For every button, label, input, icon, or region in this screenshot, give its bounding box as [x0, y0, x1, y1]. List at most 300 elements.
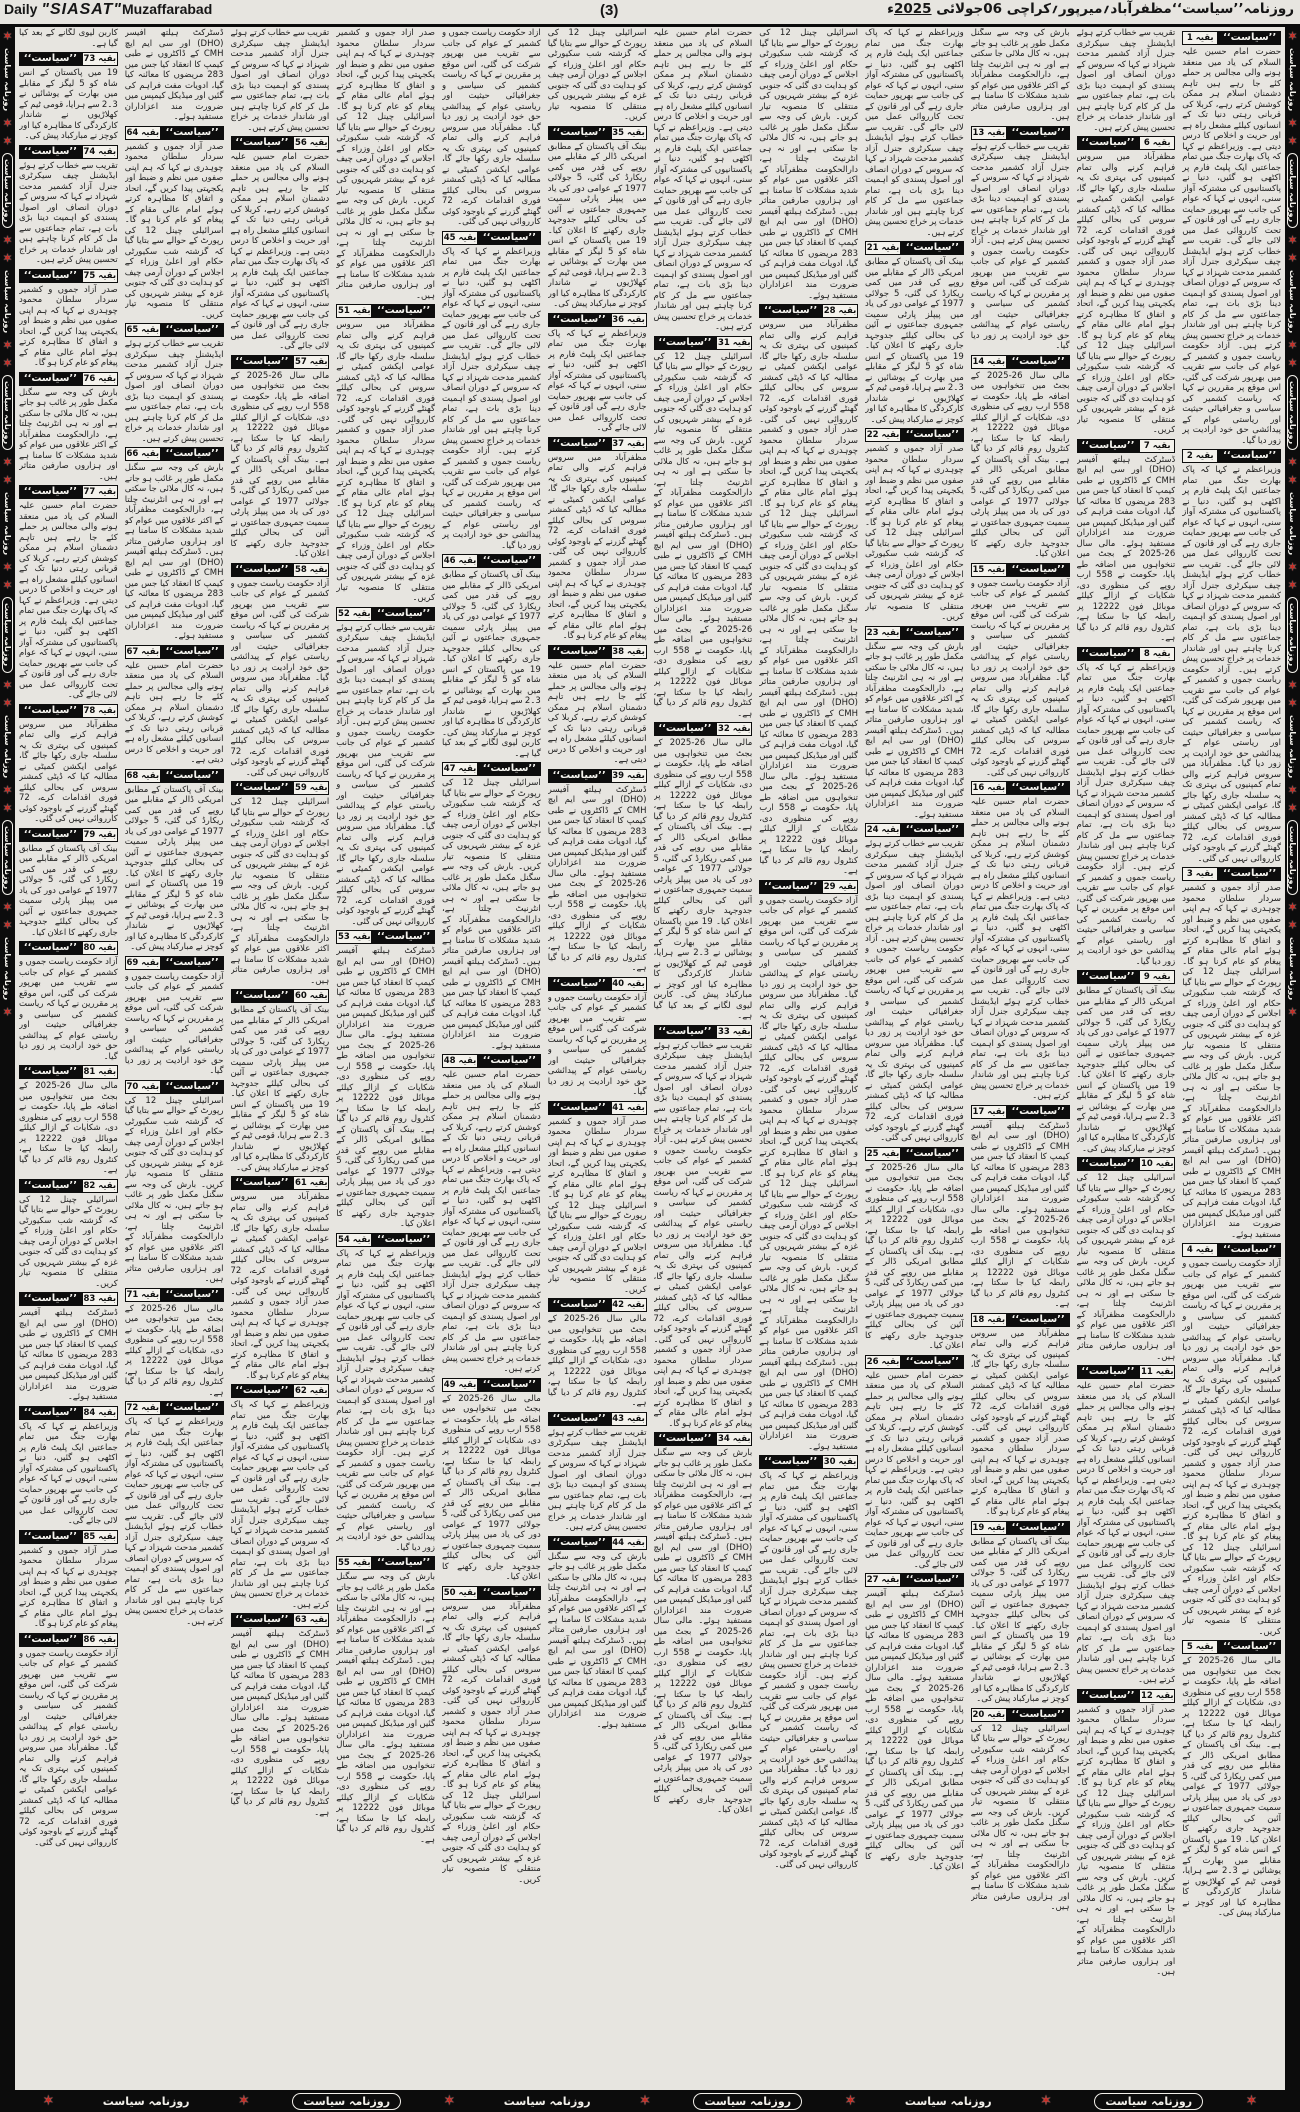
red-star-icon: ✶	[1287, 800, 1298, 815]
item-header-bar	[19, 1633, 118, 1647]
article-text: صدر آزاد جموں و کشمیر سردار سلطان محمود چوہدری نے کہا کہ ہم اپنی صفوں میں نظم و ضبط اور یکجہتی پیدا کریں گے، اتحاد و اتفاق کا مظاہرہ کرتے ہوئے امام عالی مقام کے پیغام کو عام کرنا ہو گا۔ اسرائیلی چینل 12 کی رپورٹ کے حوالے سے بتایا گیا کہ گزشتہ شب سکیورٹی حکام اور اعلیٰ وزراء کے اجلاس کے دوران آرمی چیف کو ہدایت دی گئی کہ جنوبی غزہ کے بیشتر شہریوں کی منتقلی کا منصوبہ تیار کریں۔ بارش کی وجہ سے سگنل مکمل طور پر غائب ہو جاتے ہیں، نہ کال ملائی جا سکتی ہے اور نہ ہی انٹرنیٹ چلتا ہے، دارالحکومت مظفرآباد کے اکثر علاقوں میں عوام کو شدید مشکلات کا سامنا ہے اور ہزاروں صارفین متاثر ہیں۔	[1076, 1704, 1176, 1977]
item-header-bar	[1182, 31, 1281, 45]
siasat-bar-label: ’’سیاست‘‘	[231, 989, 294, 1003]
item-header-bar	[125, 645, 224, 659]
article-text: مظفرآباد میں سروس فراہم کرنے والی تمام کمپنیوں کی بہتری تک یہ سلسلہ جاری رکھا جائے گا، عوامی ایکشن کمیٹی نے مطالبہ کیا کہ ڈپٹی کمشنر سروس کی بحالی کیلئے فوری اقدامات کرے، 72 گھنٹے گزرنے کے باوجود کوئی کارروائی نہیں کی گئی۔ صدر آزاد جموں و کشمیر سردار سلطان محمود چوہدری نے کہا کہ ہم اپنی صفوں میں نظم و ضبط اور یکجہتی پیدا کریں گے، اتحاد و اتفاق کا مظاہرہ کرتے ہوئے امام عالی مقام کے پیغام کو عام کرنا ہو گا۔	[547, 452, 647, 641]
siasat-bar-label: ’’سیاست‘‘	[1077, 1689, 1140, 1703]
item-continuation-number: بقیہ 16	[972, 783, 1006, 793]
strip-masthead-text: روزنامہ سیاست	[1288, 492, 1297, 556]
item-header-bar	[336, 930, 435, 944]
item-continuation-number: بقیہ 2	[1182, 449, 1218, 463]
siasat-bar-label: ’’سیاست‘‘	[1007, 1708, 1070, 1722]
item-continuation-number: بقیہ 73	[83, 54, 117, 64]
siasat-bar-label: ’’سیاست‘‘	[548, 645, 611, 659]
item-continuation-number: بقیہ 74	[83, 146, 117, 157]
red-star-icon: ✶	[1287, 782, 1298, 797]
siasat-bar-label: ’’سیاست‘‘	[1077, 136, 1140, 150]
item-continuation-number: بقیہ 42	[612, 1300, 645, 1310]
item-header-bar	[336, 1233, 435, 1247]
item-continuation-number: بقیہ 21	[866, 243, 900, 253]
siasat-bar-label: ’’سیاست‘‘	[548, 769, 611, 783]
red-star-icon: ✶	[2, 677, 13, 692]
item-continuation-number: بقیہ 76	[83, 373, 117, 384]
masthead-city: Muzaffarabad	[122, 1, 213, 17]
article-text: حضرت امام حسین علیہ السلام کی یاد میں منعقد ہونے والی مجالس پر حملے کئے جا رہے ہیں تاہم دشمنان اسلام ہر ممکن کوشش کرتے رہے، کربلا کی قربانی رہتی دنیا تک کے انسانوں کیلئے مشعل راہ ہے اور حریت و اخلاص کا درس دیتی ہے۔ وزیراعظم نے کہا کہ پاک بھارت جنگ میں تمام جماعتیں ایک پلیٹ فارم پر اکٹھی ہو گئیں، دنیا نے پاکستانیوں کی مشترکہ آواز سنی، انہوں نے کہا کہ عوام کی جانب سے بھرپور حمایت جاری رہے گی اور قانون کے تحت کارروائی عمل میں لائی جائے گی۔	[19, 501, 118, 700]
red-star-icon: ✶	[2, 134, 13, 149]
siasat-bar-label: ’’سیاست‘‘	[19, 1292, 82, 1306]
siasat-bar-label: ’’سیاست‘‘	[901, 823, 964, 837]
item-continuation-number: بقیہ 54	[337, 1234, 371, 1245]
siasat-bar-label: ’’سیاست‘‘	[231, 1176, 294, 1190]
siasat-bar-label: ’’سیاست‘‘	[19, 941, 82, 955]
article-text: وزیراعظم نے کہا کہ پاک بھارت جنگ میں تمام جماعتیں ایک پلیٹ فارم پر اکٹھی ہو گئیں، دنیا نے پاکستانیوں کی مشترکہ آواز سنی، انہوں نے کہا کہ عوام کی جانب سے بھرپور حمایت جاری رہے گی اور قانون کے تحت کارروائی عمل میں لائی جائے گی۔ تقریب سے خطاب کرتے ہوئے ایڈیشنل چیف سیکرٹری جنرل آزاد کشمیر مدحت شہزاد نے کہا کہ سروس کے دوران انصاف اور اصول پسندی کو اہمیت دینا بڑی بات ہے، تمام جماعتوں سے مل کر کام کرنا چاہتے ہیں اور شاندار خدمات پر خراج تحسین پیش کرتے ہیں۔ آزاد حکومت ریاست جموں و کشمیر کے عوام کی جانب سے تقریب میں بھرپور شرکت کی گئی، اس موقع پر مقررین نے کہا کہ ریاست کشمیر کی سیاسی و جغرافیائی حیثیت اور ریاستی عوام کے پیدائشی حق خود ارادیت پر زور دیا گیا۔	[442, 246, 541, 551]
red-star-icon: ✶	[2, 233, 13, 248]
siasat-bar-label: ’’سیاست‘‘	[1007, 1313, 1070, 1327]
item-header-bar	[125, 1080, 224, 1094]
item-continuation-number: بقیہ 71	[126, 1289, 160, 1300]
item-header-bar	[865, 1147, 964, 1161]
red-star-icon: ✶	[1287, 251, 1298, 266]
item-continuation-number: بقیہ 44	[612, 1537, 645, 1548]
siasat-bar-label: ’’سیاست‘‘	[372, 304, 435, 318]
siasat-bar-label: ’’سیاست‘‘	[161, 323, 224, 337]
item-continuation-number: بقیہ 26	[866, 1356, 900, 1367]
item-continuation-number: بقیہ 69	[126, 957, 160, 968]
item-header-bar	[125, 956, 224, 970]
item-header-bar	[19, 52, 118, 66]
item-continuation-number: بقیہ 55	[337, 1558, 371, 1568]
item-header-bar	[654, 336, 753, 350]
siasat-bar-label: ’’سیاست‘‘	[654, 336, 717, 350]
item-header-bar	[548, 126, 647, 140]
article-text: مالی سال 26-2025 کے بجٹ میں تنخواہوں میں اضافہ طے پایا، حکومت نے 558 ارب روپے کی منظوری دی، شکایات کے ازالے کیلئے موبائل فون 12222 پر رابطہ کیا جا سکتا ہے، کنٹرول روم قائم کر دیا گیا ہے۔ بینک آف پاکستان کے مطابق امریکی ڈالر کے مقابلے میں روپے کی قدر میں کمی ریکارڈ کی گئی، 5 جولائی 1977 کے عوامی دور کی یاد میں پیپلز پارٹی سمیت جمہوری جماعتوں نے آئین کی بحالی کیلئے جدوجہد جاری رکھنے کا اعلان کیا۔	[230, 370, 330, 559]
item-header-bar	[19, 1065, 118, 1079]
strip-masthead-text: روزنامہ سیاست	[503, 2094, 591, 2108]
masthead-left	[4, 1, 212, 19]
siasat-bar-label: ’’سیاست‘‘	[548, 1536, 611, 1550]
article-text: حضرت امام حسین علیہ السلام کی یاد میں منعقد ہونے والی مجالس پر حملے کئے جا رہے ہیں تاہم دشمنان اسلام ہر ممکن کوشش کرتے رہے، کربلا کی قربانی رہتی دنیا تک کے انسانوں کیلئے مشعل راہ ہے اور حریت و اخلاص کا درس دیتی ہے۔ وزیراعظم نے کہا کہ پاک بھارت جنگ میں تمام جماعتیں ایک پلیٹ فارم پر اکٹھی ہو گئیں، دنیا نے پاکستانیوں کی مشترکہ آواز سنی، انہوں نے کہا کہ عوام کی جانب سے بھرپور حمایت جاری رہے گی اور قانون کے تحت کارروائی عمل میں لائی جائے گی۔ تقریب سے خطاب کرتے ہوئے ایڈیشنل چیف سیکرٹری جنرل آزاد کشمیر مدحت شہزاد نے کہا کہ سروس کے دوران انصاف اور اصول پسندی کو اہمیت دینا بڑی بات ہے، تمام جماعتوں سے مل کر کام کرنا چاہتے ہیں اور شاندار خدمات پر خراج تحسین پیش کرتے ہیں۔	[1076, 1381, 1176, 1685]
siasat-bar-label: ’’سیاست‘‘	[231, 563, 294, 577]
siasat-bar-label: ’’سیاست‘‘	[231, 781, 294, 795]
item-header-bar	[19, 269, 118, 283]
item-continuation-number: بقیہ 50	[443, 1587, 477, 1598]
article-text: اسرائیلی چینل 12 کی رپورٹ کے حوالے سے بتایا گیا کہ گزشتہ شب سکیورٹی حکام اور اعلیٰ وزراء کے اجلاس کے دوران آرمی چیف کو ہدایت دی گئی کہ جنوبی غزہ کے بیشتر شہریوں کی منتقلی کا منصوبہ تیار کریں۔ بارش کی وجہ سے سگنل مکمل طور پر غائب ہو جاتے ہیں، نہ کال ملائی جا سکتی ہے اور نہ ہی انٹرنیٹ چلتا ہے، دارالحکومت مظفرآباد کے اکثر علاقوں میں عوام کو شدید مشکلات کا سامنا ہے اور ہزاروں صارفین متاثر ہیں۔ ڈسٹرکٹ ہیلتھ آفیسر (DHO) اور سی ایم ایچ CMH کے ڈاکٹروں نے طبی کیمپ کا انعقاد کیا جس میں 283 مریضوں کا معائنہ کیا گیا، ادویات مفت فراہم کی گئیں اور میڈیکل کیمپس میں ضرورت مند اعزاداران مستفید ہوئے۔ مالی سال 26-2025 کے بجٹ میں تنخواہوں میں اضافہ طے پایا، حکومت نے 558 ارب روپے کی منظوری دی، شکایات کے ازالے کیلئے موبائل فون 12222 پر رابطہ کیا جا سکتا ہے، کنٹرول روم قائم کر دیا گیا ہے۔	[653, 351, 753, 719]
article-text: مظفرآباد میں سروس فراہم کرنے والی تمام کمپنیوں کی بہتری تک یہ سلسلہ جاری رکھا جائے گا، عوامی ایکشن کمیٹی نے مطالبہ کیا کہ ڈپٹی کمشنر سروس کی بحالی کیلئے فوری اقدامات کرے، 72 گھنٹے گزرنے کے باوجود کوئی کارروائی نہیں کی گئی۔	[19, 719, 118, 824]
item-header-bar	[125, 1288, 224, 1302]
news-column	[442, 28, 541, 2088]
item-header-bar	[971, 126, 1070, 140]
item-header-bar	[865, 241, 964, 255]
item-header-bar	[759, 304, 858, 318]
item-header-bar	[971, 1521, 1070, 1535]
siasat-bar-label: ’’سیاست‘‘	[548, 437, 611, 451]
item-continuation-number: بقیہ 3	[1182, 867, 1218, 881]
news-column	[971, 28, 1070, 2088]
article-text: وزیراعظم نے کہا کہ پاک بھارت جنگ میں تمام جماعتیں ایک پلیٹ فارم پر اکٹھی ہو گئیں، دنیا نے پاکستانیوں کی مشترکہ آواز سنی، انہوں نے کہا کہ عوام کی جانب سے بھرپور حمایت جاری رہے گی اور قانون کے تحت کارروائی عمل میں لائی جائے گی۔ تقریب سے خطاب کرتے ہوئے ایڈیشنل چیف سیکرٹری جنرل آزاد کشمیر مدحت شہزاد نے کہا کہ سروس کے دوران انصاف اور اصول پسندی کو اہمیت دینا بڑی بات ہے، تمام جماعتوں سے مل کر کام کرنا چاہتے ہیں اور شاندار خدمات پر خراج تحسین پیش کرتے ہیں۔	[124, 1417, 224, 1627]
item-continuation-number: بقیہ 40	[612, 978, 645, 989]
item-header-bar	[125, 126, 224, 140]
article-text: مظفرآباد میں سروس فراہم کرنے والی تمام کمپنیوں کی بہتری تک یہ سلسلہ جاری رکھا جائے گا، عوامی ایکشن کمیٹی نے مطالبہ کیا کہ ڈپٹی کمشنر سروس کی بحالی کیلئے فوری اقدامات کرے، 72 گھنٹے گزرنے کے باوجود کوئی کارروائی نہیں کی گئی۔ صدر آزاد جموں و کشمیر سردار سلطان محمود چوہدری نے کہا کہ ہم اپنی صفوں میں نظم و ضبط اور یکجہتی پیدا کریں گے، اتحاد و اتفاق کا مظاہرہ کرتے ہوئے امام عالی مقام کے پیغام کو عام کرنا ہو گا۔ اسرائیلی چینل 12 کی رپورٹ کے حوالے سے بتایا گیا کہ گزشتہ شب سکیورٹی حکام اور اعلیٰ وزراء کے اجلاس کے دوران آرمی چیف کو ہدایت دی گئی کہ جنوبی غزہ کے بیشتر شہریوں کی منتقلی کا منصوبہ تیار کریں۔ بارش کی وجہ سے سگنل مکمل طور پر غائب ہو جاتے ہیں، نہ کال ملائی جا سکتی ہے اور نہ ہی انٹرنیٹ چلتا ہے، دارالحکومت مظفرآباد کے اکثر علاقوں میں عوام کو شدید مشکلات کا سامنا ہے اور ہزاروں صارفین متاثر ہیں۔ ڈسٹرکٹ ہیلتھ آفیسر (DHO) اور سی ایم ایچ CMH کے ڈاکٹروں نے طبی کیمپ کا انعقاد کیا جس میں 283 مریضوں کا معائنہ کیا گیا، ادویات مفت فراہم کی گئیں اور میڈیکل کیمپس میں ضرورت مند اعزاداران مستفید ہوئے۔ مالی سال 26-2025 کے بجٹ میں تنخواہوں میں اضافہ طے پایا، حکومت نے 558 ارب روپے کی منظوری دی، شکایات کے ازالے کیلئے موبائل فون 12222 پر رابطہ کیا جا سکتا ہے، کنٹرول روم قائم کر دیا گیا ہے۔	[759, 320, 858, 876]
item-header-bar	[548, 977, 647, 991]
article-text: مالی سال 26-2025 کے بجٹ میں تنخواہوں میں اضافہ طے پایا، حکومت نے 558 ارب روپے کی منظوری دی، شکایات کے ازالے کیلئے موبائل فون 12222 پر رابطہ کیا جا سکتا ہے، کنٹرول روم قائم کر دیا گیا ہے۔ بینک آف پاکستان کے مطابق امریکی ڈالر کے مقابلے میں روپے کی قدر میں کمی ریکارڈ کی گئی، 5 جولائی 1977 کے عوامی دور کی یاد میں پیپلز پارٹی سمیت جمہوری جماعتوں نے آئین کی بحالی کیلئے جدوجہد جاری رکھنے کا اعلان کیا۔	[970, 370, 1070, 559]
article-text: حضرت امام حسین علیہ السلام کی یاد میں منعقد ہونے والی مجالس پر حملے کئے جا رہے ہیں تاہم دشمنان اسلام ہر ممکن کوشش کرتے رہے، کربلا کی قربانی رہتی دنیا تک کے انسانوں کیلئے مشعل راہ ہے اور حریت و اخلاص کا درس دیتی ہے۔ وزیراعظم نے کہا کہ پاک بھارت جنگ میں تمام جماعتیں ایک پلیٹ فارم پر اکٹھی ہو گئیں، دنیا نے پاکستانیوں کی مشترکہ آواز سنی، انہوں نے کہا کہ عوام کی جانب سے بھرپور حمایت جاری رہے گی اور قانون کے تحت کارروائی عمل میں لائی جائے گی۔ تقریب سے خطاب کرتے ہوئے ایڈیشنل چیف سیکرٹری جنرل آزاد کشمیر مدحت شہزاد نے کہا کہ سروس کے دوران انصاف اور اصول پسندی کو اہمیت دینا بڑی بات ہے، تمام جماعتوں سے مل کر کام کرنا چاہتے ہیں اور شاندار خدمات پر خراج تحسین پیش کرتے ہیں۔	[970, 797, 1070, 1101]
news-column	[231, 28, 330, 2088]
item-continuation-number: بقیہ 34	[717, 1434, 751, 1444]
article-text: بینک آف پاکستان کے مطابق امریکی ڈالر کے مقابلے میں روپے کی قدر میں کمی ریکارڈ کی گئی، 5 جولائی 1977 کے عوامی دور کی یاد میں پیپلز پارٹی سمیت جمہوری جماعتوں نے آئین کی بحالی کیلئے جدوجہد جاری رکھنے کا اعلان کیا۔ 19 میں پاکستان کے انس شاہ کو 5 لیگز کے مقابلے میں بھارت کے یوشائیں نے 3۔2 سے ہرایا، قومی ٹیم کے کھلاڑیوں نے شاندار کارکردگی کا مظاہرہ کیا اور کوچز نے مبارکباد پیش کی۔	[547, 141, 647, 309]
item-header-bar	[654, 1432, 753, 1446]
item-continuation-number: بقیہ 17	[972, 1106, 1006, 1117]
item-continuation-number: بقیہ 65	[126, 325, 160, 335]
article-text: اسرائیلی چینل 12 کی رپورٹ کے حوالے سے بتایا گیا کہ گزشتہ شب سکیورٹی حکام اور اعلیٰ وزراء کے اجلاس کے دوران آرمی چیف کو ہدایت دی گئی کہ جنوبی غزہ کے بیشتر شہریوں کی منتقلی کا منصوبہ تیار کریں۔	[547, 28, 647, 122]
news-column	[336, 28, 435, 2088]
item-header-bar	[971, 1105, 1070, 1119]
article-text: مالی سال 26-2025 کے بجٹ میں تنخواہوں میں اضافہ طے پایا، حکومت نے 558 ارب روپے کی منظوری دی، شکایات کے ازالے کیلئے موبائل فون 12222 پر رابطہ کیا جا سکتا ہے، کنٹرول روم قائم کر دیا گیا ہے۔ بینک آف پاکستان کے مطابق امریکی ڈالر کے مقابلے میں روپے کی قدر میں کمی ریکارڈ کی گئی، 5 جولائی 1977 کے عوامی دور کی یاد میں پیپلز پارٹی سمیت جمہوری جماعتوں نے آئین کی بحالی کیلئے جدوجہد جاری رکھنے کا اعلان کیا۔	[865, 1162, 964, 1351]
article-text: بارش کی وجہ سے سگنل مکمل طور پر غائب ہو جاتے ہیں، نہ کال ملائی جا سکتی ہے اور نہ ہی انٹرنیٹ چلتا ہے، دارالحکومت مظفرآباد کے اکثر علاقوں میں عوام کو شدید مشکلات کا سامنا ہے اور ہزاروں صارفین متاثر ہیں۔ ڈسٹرکٹ ہیلتھ آفیسر (DHO) اور سی ایم ایچ CMH کے ڈاکٹروں نے طبی کیمپ کا انعقاد کیا جس میں 283 مریضوں کا معائنہ کیا گیا، ادویات مفت فراہم کی گئیں اور میڈیکل کیمپس میں ضرورت مند اعزاداران مستفید ہوئے۔	[547, 1551, 647, 1730]
article-text: حضرت امام حسین علیہ السلام کی یاد میں منعقد ہونے والی مجالس پر حملے کئے جا رہے ہیں تاہم دشمنان اسلام ہر ممکن کوشش کرتے رہے، کربلا کی قربانی رہتی دنیا تک کے انسانوں کیلئے مشعل راہ ہے اور حریت و اخلاص کا درس دیتی ہے۔ وزیراعظم نے کہا کہ پاک بھارت جنگ میں تمام جماعتیں ایک پلیٹ فارم پر اکٹھی ہو گئیں، دنیا نے پاکستانیوں کی مشترکہ آواز سنی، انہوں نے کہا کہ عوام کی جانب سے بھرپور حمایت جاری رہے گی اور قانون کے تحت کارروائی عمل میں لائی جائے گی۔ تقریب سے خطاب کرتے ہوئے ایڈیشنل چیف سیکرٹری جنرل آزاد کشمیر مدحت شہزاد نے کہا کہ سروس کے دوران انصاف اور اصول پسندی کو اہمیت دینا بڑی بات ہے، تمام جماعتوں سے مل کر کام کرنا چاہتے ہیں اور شاندار خدمات پر خراج تحسین پیش کرتے ہیں۔	[442, 1070, 541, 1374]
article-text: اسرائیلی چینل 12 کی رپورٹ کے حوالے سے بتایا گیا کہ گزشتہ شب سکیورٹی حکام اور اعلیٰ وزراء کے اجلاس کے دوران آرمی چیف کو ہدایت دی گئی کہ جنوبی غزہ کے بیشتر شہریوں کی منتقلی کا منصوبہ تیار کریں۔ بارش کی وجہ سے سگنل مکمل طور پر غائب ہو جاتے ہیں، نہ کال ملائی جا سکتی ہے اور نہ ہی انٹرنیٹ چلتا ہے، دارالحکومت مظفرآباد کے اکثر علاقوں میں عوام کو شدید مشکلات کا سامنا ہے اور ہزاروں صارفین متاثر ہیں۔ ڈسٹرکٹ ہیلتھ آفیسر (DHO) اور سی ایم ایچ CMH کے ڈاکٹروں نے طبی کیمپ کا انعقاد کیا جس میں 283 مریضوں کا معائنہ کیا گیا، ادویات مفت فراہم کی گئیں اور میڈیکل کیمپس میں ضرورت مند اعزاداران مستفید ہوئے۔	[759, 28, 858, 301]
article-text: ڈسٹرکٹ ہیلتھ آفیسر (DHO) اور سی ایم ایچ CMH کے ڈاکٹروں نے طبی کیمپ کا انعقاد کیا جس میں 283 مریضوں کا معائنہ کیا گیا، ادویات مفت فراہم کی گئیں اور میڈیکل کیمپس میں ضرورت مند اعزاداران مستفید ہوئے۔ مالی سال 26-2025 کے بجٹ میں تنخواہوں میں اضافہ طے پایا، حکومت نے 558 ارب روپے کی منظوری دی، شکایات کے ازالے کیلئے موبائل فون 12222 پر رابطہ کیا جا سکتا ہے، کنٹرول روم قائم کر دیا گیا ہے۔	[230, 1629, 330, 1818]
item-continuation-number: بقیہ 4	[1182, 1243, 1218, 1257]
item-header-bar	[442, 1378, 541, 1392]
siasat-bar-label: ’’سیاست‘‘	[654, 1432, 717, 1446]
siasat-bar-label: ’’سیاست‘‘	[19, 1065, 82, 1079]
strip-masthead-text: روزنامہ سیاست	[2, 597, 13, 672]
article-text: آزاد حکومت ریاست جموں و کشمیر کے عوام کی جانب سے تقریب میں بھرپور شرکت کی گئی، اس موقع پر مقررین نے کہا کہ ریاست کشمیر کی سیاسی و جغرافیائی حیثیت اور ریاستی عوام کے پیدائشی حق خود ارادیت پر زور دیا گیا۔ مظفرآباد میں سروس فراہم کرنے والی تمام کمپنیوں کی بہتری تک یہ سلسلہ جاری رکھا جائے گا، عوامی ایکشن کمیٹی نے مطالبہ کیا کہ ڈپٹی کمشنر سروس کی بحالی کیلئے فوری اقدامات کرے، 72 گھنٹے گزرنے کے باوجود کوئی کارروائی نہیں کی گئی۔ صدر آزاد جموں و کشمیر سردار سلطان محمود چوہدری نے کہا کہ ہم اپنی صفوں میں نظم و ضبط اور یکجہتی پیدا کریں گے، اتحاد و اتفاق کا مظاہرہ کرتے ہوئے امام عالی مقام کے پیغام کو عام کرنا ہو گا۔ اسرائیلی چینل 12 کی رپورٹ کے حوالے سے بتایا گیا کہ گزشتہ شب سکیورٹی حکام اور اعلیٰ وزراء کے اجلاس کے دوران آرمی چیف کو ہدایت دی گئی کہ جنوبی غزہ کے بیشتر شہریوں کی منتقلی کا منصوبہ تیار کریں۔	[1182, 1259, 1281, 1637]
item-continuation-number: بقیہ 86	[83, 1634, 117, 1645]
article-text: صدر آزاد جموں و کشمیر سردار سلطان محمود چوہدری نے کہا کہ ہم اپنی صفوں میں نظم و ضبط اور یکجہتی پیدا کریں گے، اتحاد و اتفاق کا مظاہرہ کرتے ہوئے امام عالی مقام کے پیغام کو عام کرنا ہو گا۔ اسرائیلی چینل 12 کی رپورٹ کے حوالے سے بتایا گیا کہ گزشتہ شب سکیورٹی حکام اور اعلیٰ وزراء کے اجلاس کے دوران آرمی چیف کو ہدایت دی گئی کہ جنوبی غزہ کے بیشتر شہریوں کی منتقلی کا منصوبہ تیار کریں۔	[865, 444, 964, 622]
siasat-bar-label: ’’سیاست‘‘	[161, 769, 224, 783]
siasat-bar-label: ’’سیاست‘‘	[548, 977, 611, 991]
article-text: وزیراعظم نے کہا کہ پاک بھارت جنگ میں تمام جماعتیں ایک پلیٹ فارم پر اکٹھی ہو گئیں، دنیا نے پاکستانیوں کی مشترکہ آواز سنی، انہوں نے کہا کہ عوام کی جانب سے بھرپور حمایت جاری رہے گی اور قانون کے تحت کارروائی عمل میں لائی جائے گی۔ تقریب سے خطاب کرتے ہوئے ایڈیشنل چیف سیکرٹری جنرل آزاد کشمیر مدحت شہزاد نے کہا کہ سروس کے دوران انصاف اور اصول پسندی کو اہمیت دینا بڑی بات ہے، تمام جماعتوں سے مل کر کام کرنا چاہتے ہیں اور شاندار خدمات پر خراج تحسین پیش کرتے ہیں۔ آزاد حکومت ریاست جموں و کشمیر کے عوام کی جانب سے تقریب میں بھرپور شرکت کی گئی، اس موقع پر مقررین نے کہا کہ ریاست کشمیر کی سیاسی و جغرافیائی حیثیت اور ریاستی عوام کے پیدائشی حق خود ارادیت پر زور دیا گیا۔	[336, 1248, 435, 1553]
siasat-bar-label: ’’سیاست‘‘	[1077, 1157, 1140, 1171]
item-continuation-number: بقیہ 48	[443, 1056, 477, 1066]
item-continuation-number: بقیہ 49	[443, 1379, 477, 1390]
article-text: تقریب سے خطاب کرتے ہوئے ایڈیشنل چیف سیکرٹری جنرل آزاد کشمیر مدحت شہزاد نے کہا کہ سروس کے دوران انصاف اور اصول پسندی کو اہمیت دینا بڑی بات ہے، تمام جماعتوں سے مل کر کام کرنا چاہتے ہیں اور شاندار خدمات پر خراج تحسین پیش کرتے ہیں۔	[230, 28, 330, 133]
strip-masthead-text: روزنامہ سیاست	[2, 153, 13, 228]
item-header-bar	[19, 704, 118, 718]
item-header-bar	[19, 372, 118, 386]
red-star-icon: ✶	[1287, 677, 1298, 692]
item-header-bar	[548, 313, 647, 327]
article-text: اسرائیلی چینل 12 کی رپورٹ کے حوالے سے بتایا گیا کہ گزشتہ شب سکیورٹی حکام اور اعلیٰ وزراء کے اجلاس کے دوران آرمی چیف کو ہدایت دی گئی کہ جنوبی غزہ کے بیشتر شہریوں کی منتقلی کا منصوبہ تیار کریں۔ بارش کی وجہ سے سگنل مکمل طور پر غائب ہو جاتے ہیں، نہ کال ملائی جا سکتی ہے اور نہ ہی انٹرنیٹ چلتا ہے، دارالحکومت مظفرآباد کے اکثر علاقوں میں عوام کو شدید مشکلات کا سامنا ہے اور ہزاروں صارفین متاثر ہیں۔	[970, 1723, 1070, 1912]
item-header-bar	[1077, 136, 1176, 150]
item-continuation-number: بقیہ 64	[126, 127, 160, 138]
article-text: مالی سال 26-2025 کے بجٹ میں تنخواہوں میں اضافہ طے پایا، حکومت نے 558 ارب روپے کی منظوری دی، شکایات کے ازالے کیلئے موبائل فون 12222 پر رابطہ کیا جا سکتا ہے، کنٹرول روم قائم کر دیا گیا ہے۔	[547, 1314, 647, 1408]
item-header-bar	[548, 769, 647, 783]
siasat-bar-label: ’’سیاست‘‘	[654, 722, 717, 736]
article-text: بارش کی وجہ سے سگنل مکمل طور پر غائب ہو جاتے ہیں، نہ کال ملائی جا سکتی ہے اور نہ ہی انٹرنیٹ چلتا ہے، دارالحکومت مظفرآباد کے اکثر علاقوں میں عوام کو شدید مشکلات کا سامنا ہے اور ہزاروں صارفین متاثر ہیں۔	[970, 28, 1070, 122]
item-continuation-number: بقیہ 78	[83, 705, 117, 716]
item-header-bar	[231, 136, 330, 150]
article-text: اسرائیلی چینل 12 کی رپورٹ کے حوالے سے بتایا گیا کہ گزشتہ شب سکیورٹی حکام اور اعلیٰ وزراء کے اجلاس کے دوران آرمی چیف کو ہدایت دی گئی کہ جنوبی غزہ کے بیشتر شہریوں کی منتقلی کا منصوبہ تیار کریں۔ بارش کی وجہ سے سگنل مکمل طور پر غائب ہو جاتے ہیں، نہ کال ملائی جا سکتی ہے اور نہ ہی انٹرنیٹ چلتا ہے، دارالحکومت مظفرآباد کے اکثر علاقوں میں عوام کو شدید مشکلات کا سامنا ہے اور ہزاروں صارفین متاثر ہیں۔	[124, 1095, 224, 1284]
item-header-bar	[125, 1401, 224, 1415]
siasat-bar-label: ’’سیاست‘‘	[231, 1384, 294, 1398]
item-continuation-number: بقیہ 29	[823, 881, 857, 892]
item-continuation-number: بقیہ 56	[294, 138, 328, 148]
item-continuation-number: بقیہ 46	[443, 556, 477, 566]
strip-masthead-text: روزنامہ سیاست	[102, 2094, 190, 2108]
article-text: مالی سال 26-2025 کے بجٹ میں تنخواہوں میں اضافہ طے پایا، حکومت نے 558 ارب روپے کی منظوری دی، شکایات کے ازالے کیلئے موبائل فون 12222 پر رابطہ کیا جا سکتا ہے، کنٹرول روم قائم کر دیا گیا ہے۔ بینک آف پاکستان کے مطابق امریکی ڈالر کے مقابلے میں روپے کی قدر میں کمی ریکارڈ کی گئی، 5 جولائی 1977 کے عوامی دور کی یاد میں پیپلز پارٹی سمیت جمہوری جماعتوں نے آئین کی بحالی کیلئے جدوجہد جاری رکھنے کا اعلان کیا۔ 19 میں پاکستان کے انس شاہ کو 5 لیگز کے مقابلے میں بھارت کے یوشائیں نے 3۔2 سے ہرایا، قومی ٹیم کے کھلاڑیوں نے شاندار کارکردگی کا مظاہرہ کیا اور کوچز نے مبارکباد پیش کی۔ کاربن لیوی لگانے کے بعد کیا گیا ہے۔	[653, 738, 753, 1021]
strip-masthead-text: روزنامہ سیاست	[3, 714, 12, 778]
article-text: صدر آزاد جموں و کشمیر سردار سلطان محمود چوہدری نے کہا کہ ہم اپنی صفوں میں نظم و ضبط اور یکجہتی پیدا کریں گے، اتحاد و اتفاق کا مظاہرہ کرتے ہوئے امام عالی مقام کے پیغام کو عام کرنا ہو گا۔ اسرائیلی چینل 12 کی رپورٹ کے حوالے سے بتایا گیا کہ گزشتہ شب سکیورٹی حکام اور اعلیٰ وزراء کے اجلاس کے دوران آرمی چیف کو ہدایت دی گئی کہ جنوبی غزہ کے بیشتر شہریوں کی منتقلی کا منصوبہ تیار کریں۔	[124, 141, 224, 320]
item-header-bar	[442, 1586, 541, 1600]
article-text: ڈسٹرکٹ ہیلتھ آفیسر (DHO) اور سی ایم ایچ CMH کے ڈاکٹروں نے طبی کیمپ کا انعقاد کیا جس میں 283 مریضوں کا معائنہ کیا گیا، ادویات مفت فراہم کی گئیں اور میڈیکل کیمپس میں ضرورت مند اعزاداران مستفید ہوئے۔	[19, 1308, 118, 1402]
item-header-bar	[1077, 970, 1176, 984]
item-header-bar	[125, 769, 224, 783]
item-header-bar	[548, 645, 647, 659]
article-text: مظفرآباد میں سروس فراہم کرنے والی تمام کمپنیوں کی بہتری تک یہ سلسلہ جاری رکھا جائے گا، عوامی ایکشن کمیٹی نے مطالبہ کیا کہ ڈپٹی کمشنر سروس کی بحالی کیلئے فوری اقدامات کرے، 72 گھنٹے گزرنے کے باوجود کوئی کارروائی نہیں کی گئی۔ صدر آزاد جموں و کشمیر سردار سلطان محمود چوہدری نے کہا کہ ہم اپنی صفوں میں نظم و ضبط اور یکجہتی پیدا کریں گے، اتحاد و اتفاق کا مظاہرہ کرتے ہوئے امام عالی مقام کے پیغام کو عام کرنا ہو گا۔	[230, 1192, 330, 1381]
article-text: ڈسٹرکٹ ہیلتھ آفیسر (DHO) اور سی ایم ایچ CMH کے ڈاکٹروں نے طبی کیمپ کا انعقاد کیا جس میں 283 مریضوں کا معائنہ کیا گیا، ادویات مفت فراہم کی گئیں اور میڈیکل کیمپس میں ضرورت مند اعزاداران مستفید ہوئے۔ مالی سال 26-2025 کے بجٹ میں تنخواہوں میں اضافہ طے پایا، حکومت نے 558 ارب روپے کی منظوری دی، شکایات کے ازالے کیلئے موبائل فون 12222 پر رابطہ کیا جا سکتا ہے، کنٹرول روم قائم کر دیا گیا ہے۔	[1076, 454, 1176, 643]
item-continuation-number: بقیہ 30	[823, 1457, 857, 1467]
news-column	[548, 28, 647, 2088]
article-text: بینک آف پاکستان کے مطابق امریکی ڈالر کے مقابلے میں روپے کی قدر میں کمی ریکارڈ کی گئی، 5 جولائی 1977 کے عوامی دور کی یاد میں پیپلز پارٹی سمیت جمہوری جماعتوں نے آئین کی بحالی کیلئے جدوجہد جاری رکھنے کا اعلان کیا۔ 19 میں پاکستان کے انس شاہ کو 5 لیگز کے مقابلے میں بھارت کے یوشائیں نے 3۔2 سے ہرایا، قومی ٹیم کے کھلاڑیوں نے شاندار کارکردگی کا مظاہرہ کیا اور کوچز نے مبارکباد پیش کی۔	[230, 1005, 330, 1173]
item-continuation-number: بقیہ 31	[717, 337, 751, 348]
article-text: وزیراعظم نے کہا کہ پاک بھارت جنگ میں تمام جماعتیں ایک پلیٹ فارم پر اکٹھی ہو گئیں، دنیا نے پاکستانیوں کی مشترکہ آواز سنی، انہوں نے کہا کہ عوام کی جانب سے بھرپور حمایت جاری رہے گی اور قانون کے تحت کارروائی عمل میں لائی جائے گی۔ تقریب سے خطاب کرتے ہوئے ایڈیشنل چیف سیکرٹری جنرل آزاد کشمیر مدحت شہزاد نے کہا کہ سروس کے دوران انصاف اور اصول پسندی کو اہمیت دینا بڑی بات ہے، تمام جماعتوں سے مل کر کام کرنا چاہتے ہیں اور شاندار خدمات پر خراج تحسین پیش کرتے ہیں۔	[865, 28, 964, 238]
article-text: تقریب سے خطاب کرتے ہوئے ایڈیشنل چیف سیکرٹری جنرل آزاد کشمیر مدحت شہزاد نے کہا کہ سروس کے دوران انصاف اور اصول پسندی کو اہمیت دینا بڑی بات ہے، تمام جماعتوں سے مل کر کام کرنا چاہتے ہیں اور شاندار خدمات پر خراج تحسین پیش کرتے ہیں۔ آزاد حکومت ریاست جموں و کشمیر کے عوام کی جانب سے تقریب میں بھرپور شرکت کی گئی، اس موقع پر مقررین نے کہا کہ ریاست کشمیر کی سیاسی و جغرافیائی حیثیت اور ریاستی عوام کے پیدائشی حق خود ارادیت پر زور دیا گیا۔ مظفرآباد میں سروس فراہم کرنے والی تمام کمپنیوں کی بہتری تک یہ سلسلہ جاری رکھا جائے گا، عوامی ایکشن کمیٹی نے مطالبہ کیا کہ ڈپٹی کمشنر سروس کی بحالی کیلئے فوری اقدامات کرے، 72 گھنٹے گزرنے کے باوجود کوئی کارروائی نہیں کی گئی۔	[336, 622, 435, 927]
siasat-bar-label: ’’سیاست‘‘	[1007, 1521, 1070, 1535]
item-continuation-number: بقیہ 6	[1139, 136, 1175, 150]
siasat-bar-label: ’’سیاست‘‘	[1007, 781, 1070, 795]
item-continuation-number: بقیہ 85	[83, 1531, 117, 1542]
item-header-bar	[125, 323, 224, 337]
red-star-icon: ✶	[1245, 2093, 1258, 2109]
right-border-strip	[1285, 27, 1300, 2090]
article-text: مظفرآباد میں سروس فراہم کرنے والی تمام کمپنیوں کی بہتری تک یہ سلسلہ جاری رکھا جائے گا، عوامی ایکشن کمیٹی نے مطالبہ کیا کہ ڈپٹی کمشنر سروس کی بحالی کیلئے فوری اقدامات کرے، 72 گھنٹے گزرنے کے باوجود کوئی کارروائی نہیں کی گئی۔ صدر آزاد جموں و کشمیر سردار سلطان محمود چوہدری نے کہا کہ ہم اپنی صفوں میں نظم و ضبط اور یکجہتی پیدا کریں گے، اتحاد و اتفاق کا مظاہرہ کرتے ہوئے امام عالی مقام کے پیغام کو عام کرنا ہو گا۔ اسرائیلی چینل 12 کی رپورٹ کے حوالے سے بتایا گیا کہ گزشتہ شب سکیورٹی حکام اور اعلیٰ وزراء کے اجلاس کے دوران آرمی چیف کو ہدایت دی گئی کہ جنوبی غزہ کے بیشتر شہریوں کی منتقلی کا منصوبہ تیار کریں۔	[336, 320, 435, 603]
article-text: آزاد حکومت ریاست جموں و کشمیر کے عوام کی جانب سے تقریب میں بھرپور شرکت کی گئی، اس موقع پر مقررین نے کہا کہ ریاست کشمیر کی سیاسی و جغرافیائی حیثیت اور ریاستی عوام کے پیدائشی حق خود ارادیت پر زور دیا گیا۔ مظفرآباد میں سروس فراہم کرنے والی تمام کمپنیوں کی بہتری تک یہ سلسلہ جاری رکھا جائے گا، عوامی ایکشن کمیٹی نے مطالبہ کیا کہ ڈپٹی کمشنر سروس کی بحالی کیلئے فوری اقدامات کرے، 72 گھنٹے گزرنے کے باوجود کوئی کارروائی نہیں کی گئی۔	[230, 578, 330, 778]
item-header-bar	[548, 1298, 647, 1312]
item-continuation-number: بقیہ 5	[1182, 1640, 1218, 1654]
strip-masthead-text: روزنامہ سیاست	[2, 820, 13, 895]
item-header-bar	[19, 1406, 118, 1420]
red-star-icon: ✶	[1287, 695, 1298, 710]
masthead-year-suffix: ء	[887, 1, 894, 17]
article-text: حضرت امام حسین علیہ السلام کی یاد میں منعقد ہونے والی مجالس پر حملے کئے جا رہے ہیں تاہم دشمنان اسلام ہر ممکن کوشش کرتے رہے، کربلا کی قربانی رہتی دنیا تک کے انسانوں کیلئے مشعل راہ ہے اور حریت و اخلاص کا درس دیتی ہے۔ وزیراعظم نے کہا کہ پاک بھارت جنگ میں تمام جماعتیں ایک پلیٹ فارم پر اکٹھی ہو گئیں، دنیا نے پاکستانیوں کی مشترکہ آواز سنی، انہوں نے کہا کہ عوام کی جانب سے بھرپور حمایت جاری رہے گی اور قانون کے تحت کارروائی عمل میں لائی جائے گی۔ تقریب سے خطاب کرتے ہوئے ایڈیشنل چیف سیکرٹری جنرل آزاد کشمیر مدحت شہزاد نے کہا کہ سروس کے دوران انصاف اور اصول پسندی کو اہمیت دینا بڑی بات ہے، تمام جماعتوں سے مل کر کام کرنا چاہتے ہیں اور شاندار خدمات پر خراج تحسین پیش کرتے ہیں۔	[653, 28, 753, 332]
news-column	[759, 28, 858, 2088]
item-continuation-number: بقیہ 58	[294, 564, 328, 575]
article-text: وزیراعظم نے کہا کہ پاک بھارت جنگ میں تمام جماعتیں ایک پلیٹ فارم پر اکٹھی ہو گئیں، دنیا نے پاکستانیوں کی مشترکہ آواز سنی، انہوں نے کہا کہ عوام کی جانب سے بھرپور حمایت جاری رہے گی اور قانون کے تحت کارروائی عمل میں لائی جائے گی۔ تقریب سے خطاب کرتے ہوئے ایڈیشنل چیف سیکرٹری جنرل آزاد کشمیر مدحت شہزاد نے کہا کہ سروس کے دوران انصاف اور اصول پسندی کو اہمیت دینا بڑی بات ہے، تمام جماعتوں سے مل کر کام کرنا چاہتے ہیں اور شاندار خدمات پر خراج تحسین پیش کرتے ہیں۔ آزاد حکومت ریاست جموں و کشمیر کے عوام کی جانب سے تقریب میں بھرپور شرکت کی گئی، اس موقع پر مقررین نے کہا کہ ریاست کشمیر کی سیاسی و جغرافیائی حیثیت اور ریاستی عوام کے پیدائشی حق خود ارادیت پر زور دیا گیا۔ مظفرآباد میں سروس فراہم کرنے والی تمام کمپنیوں کی بہتری تک یہ سلسلہ جاری رکھا جائے گا، عوامی ایکشن کمیٹی نے مطالبہ کیا کہ ڈپٹی کمشنر سروس کی بحالی کیلئے فوری اقدامات کرے، 72 گھنٹے گزرنے کے باوجود کوئی کارروائی نہیں کی گئی۔	[1182, 465, 1281, 864]
red-star-icon: ✶	[1287, 455, 1298, 470]
item-continuation-number: بقیہ 23	[866, 627, 900, 638]
article-text: آزاد حکومت ریاست جموں و کشمیر کے عوام کی جانب سے تقریب میں بھرپور شرکت کی گئی، اس موقع پر مقررین نے کہا کہ ریاست کشمیر کی سیاسی و جغرافیائی حیثیت اور ریاستی عوام کے پیدائشی حق خود ارادیت پر زور دیا گیا۔ مظفرآباد میں سروس فراہم کرنے والی تمام کمپنیوں کی بہتری تک یہ سلسلہ جاری رکھا جائے گا، عوامی ایکشن کمیٹی نے مطالبہ کیا کہ ڈپٹی کمشنر سروس کی بحالی کیلئے فوری اقدامات کرے، 72 گھنٹے گزرنے کے باوجود کوئی کارروائی نہیں کی گئی۔	[19, 1648, 118, 1848]
siasat-bar-label: ’’سیاست‘‘	[901, 1573, 964, 1587]
item-continuation-number: بقیہ 39	[612, 770, 645, 781]
strip-masthead-text: روزنامہ سیاست	[904, 2094, 992, 2108]
masthead-daily: Daily	[4, 1, 38, 17]
article-text: اسرائیلی چینل 12 کی رپورٹ کے حوالے سے بتایا گیا کہ گزشتہ شب سکیورٹی حکام اور اعلیٰ وزراء کے اجلاس کے دوران آرمی چیف کو ہدایت دی گئی کہ جنوبی غزہ کے بیشتر شہریوں کی منتقلی کا منصوبہ تیار کریں۔ بارش کی وجہ سے سگنل مکمل طور پر غائب ہو جاتے ہیں، نہ کال ملائی جا سکتی ہے اور نہ ہی انٹرنیٹ چلتا ہے، دارالحکومت مظفرآباد کے اکثر علاقوں میں عوام کو شدید مشکلات کا سامنا ہے اور ہزاروں صارفین متاثر ہیں۔ ڈسٹرکٹ ہیلتھ آفیسر (DHO) اور سی ایم ایچ CMH کے ڈاکٹروں نے طبی کیمپ کا انعقاد کیا جس میں 283 مریضوں کا معائنہ کیا گیا، ادویات مفت فراہم کی گئیں اور میڈیکل کیمپس میں ضرورت مند اعزاداران مستفید ہوئے۔	[442, 778, 541, 1051]
siasat-bar-label: ’’سیاست‘‘	[19, 1530, 82, 1544]
item-continuation-number: بقیہ 22	[866, 430, 900, 440]
item-continuation-number: بقیہ 1	[1182, 31, 1218, 45]
article-text: صدر آزاد جموں و کشمیر سردار سلطان محمود چوہدری نے کہا کہ ہم اپنی صفوں میں نظم و ضبط اور یکجہتی پیدا کریں گے، اتحاد و اتفاق کا مظاہرہ کرتے ہوئے امام عالی مقام کے پیغام کو عام کرنا ہو گا۔	[19, 284, 118, 368]
item-continuation-number: بقیہ 67	[126, 646, 160, 657]
siasat-bar-label: ’’سیاست‘‘	[19, 1633, 82, 1647]
item-continuation-number: بقیہ 33	[717, 1026, 751, 1037]
item-header-bar	[1077, 647, 1176, 661]
article-text: ڈسٹرکٹ ہیلتھ آفیسر (DHO) اور سی ایم ایچ CMH کے ڈاکٹروں نے طبی کیمپ کا انعقاد کیا جس میں 283 مریضوں کا معائنہ کیا گیا، ادویات مفت فراہم کی گئیں اور میڈیکل کیمپس میں ضرورت مند اعزاداران مستفید ہوئے۔ مالی سال 26-2025 کے بجٹ میں تنخواہوں میں اضافہ طے پایا، حکومت نے 558 ارب روپے کی منظوری دی، شکایات کے ازالے کیلئے موبائل فون 12222 پر رابطہ کیا جا سکتا ہے، کنٹرول روم قائم کر دیا گیا ہے۔	[970, 1120, 1070, 1309]
news-column	[125, 28, 224, 2088]
item-continuation-number: بقیہ 77	[83, 487, 117, 497]
item-continuation-number: بقیہ 45	[443, 232, 477, 243]
article-text: وزیراعظم نے کہا کہ پاک بھارت جنگ میں تمام جماعتیں ایک پلیٹ فارم پر اکٹھی ہو گئیں، دنیا نے پاکستانیوں کی مشترکہ آواز سنی، انہوں نے کہا کہ عوام کی جانب سے بھرپور حمایت جاری رہے گی اور قانون کے تحت کارروائی عمل میں لائی جائے گی۔	[547, 328, 647, 433]
item-continuation-number: بقیہ 11	[1140, 1367, 1174, 1377]
item-continuation-number: بقیہ 14	[972, 356, 1006, 367]
strip-masthead-text: روزنامہ سیاست	[1288, 936, 1297, 1000]
article-text: بینک آف پاکستان کے مطابق امریکی ڈالر کے مقابلے میں روپے کی قدر میں کمی ریکارڈ کی گئی، 5 جولائی 1977 کے عوامی دور کی یاد میں پیپلز پارٹی سمیت جمہوری جماعتوں نے آئین کی بحالی کیلئے جدوجہد جاری رکھنے کا اعلان کیا۔ 19 میں پاکستان کے انس شاہ کو 5 لیگز کے مقابلے میں بھارت کے یوشائیں نے 3۔2 سے ہرایا، قومی ٹیم کے کھلاڑیوں نے شاندار کارکردگی کا مظاہرہ کیا اور کوچز نے مبارکباد پیش کی۔	[124, 784, 224, 952]
siasat-bar-label: ’’سیاست‘‘	[1077, 647, 1140, 661]
siasat-bar-label: ’’سیاست‘‘	[372, 1233, 435, 1247]
strip-masthead-text: روزنامہ سیاست	[1094, 2093, 1203, 2110]
page-number: (3)	[600, 2, 619, 19]
item-header-bar	[548, 1412, 647, 1426]
item-header-bar	[654, 722, 753, 736]
red-star-icon: ✶	[2, 251, 13, 266]
article-text: تقریب سے خطاب کرتے ہوئے ایڈیشنل چیف سیکرٹری جنرل آزاد کشمیر مدحت شہزاد نے کہا کہ سروس کے دوران انصاف اور اصول پسندی کو اہمیت دینا بڑی بات ہے، تمام جماعتوں سے مل کر کام کرنا چاہتے ہیں اور شاندار خدمات پر خراج تحسین پیش کرتے ہیں۔ آزاد حکومت ریاست جموں و کشمیر کے عوام کی جانب سے تقریب میں بھرپور شرکت کی گئی، اس موقع پر مقررین نے کہا کہ ریاست کشمیر کی سیاسی و جغرافیائی حیثیت اور ریاستی عوام کے پیدائشی حق خود ارادیت پر زور دیا گیا۔	[970, 141, 1070, 351]
siasat-bar-label: ’’سیاست‘‘	[759, 880, 822, 894]
article-text: بینک آف پاکستان کے مطابق امریکی ڈالر کے مقابلے میں روپے کی قدر میں کمی ریکارڈ کی گئی، 5 جولائی 1977 کے عوامی دور کی یاد میں پیپلز پارٹی سمیت جمہوری جماعتوں نے آئین کی بحالی کیلئے جدوجہد جاری رکھنے کا اعلان کیا۔ 19 میں پاکستان کے انس شاہ کو 5 لیگز کے مقابلے میں بھارت کے یوشائیں نے 3۔2 سے ہرایا، قومی ٹیم کے کھلاڑیوں نے شاندار کارکردگی کا مظاہرہ کیا اور کوچز نے مبارکباد پیش کی۔	[1076, 986, 1176, 1154]
item-continuation-number: بقیہ 15	[972, 564, 1006, 575]
item-continuation-number: بقیہ 32	[717, 724, 751, 734]
item-header-bar	[19, 1179, 118, 1193]
siasat-bar-label: ’’سیاست‘‘	[1077, 439, 1140, 453]
article-text: ڈسٹرکٹ ہیلتھ آفیسر (DHO) اور سی ایم ایچ CMH کے ڈاکٹروں نے طبی کیمپ کا انعقاد کیا جس میں 283 مریضوں کا معائنہ کیا گیا، ادویات مفت فراہم کی گئیں اور میڈیکل کیمپس میں ضرورت مند اعزاداران مستفید ہوئے۔ مالی سال 26-2025 کے بجٹ میں تنخواہوں میں اضافہ طے پایا، حکومت نے 558 ارب روپے کی منظوری دی، شکایات کے ازالے کیلئے موبائل فون 12222 پر رابطہ کیا جا سکتا ہے، کنٹرول روم قائم کر دیا گیا ہے۔ بینک آف پاکستان کے مطابق امریکی ڈالر کے مقابلے میں روپے کی قدر میں کمی ریکارڈ کی گئی، 5 جولائی 1977 کے عوامی دور کی یاد میں پیپلز پارٹی سمیت جمہوری جماعتوں نے آئین کی بحالی کیلئے جدوجہد جاری رکھنے کا اعلان کیا۔	[336, 946, 435, 1229]
item-continuation-number: بقیہ 35	[612, 127, 645, 138]
item-header-bar	[548, 1101, 647, 1115]
item-header-bar	[231, 355, 330, 369]
article-text: تقریب سے خطاب کرتے ہوئے ایڈیشنل چیف سیکرٹری جنرل آزاد کشمیر مدحت شہزاد نے کہا کہ سروس کے دوران انصاف اور اصول پسندی کو اہمیت دینا بڑی بات ہے، تمام جماعتوں سے مل کر کام کرنا چاہتے ہیں اور شاندار خدمات پر خراج تحسین پیش کرتے ہیں۔ آزاد حکومت ریاست جموں و کشمیر کے عوام کی جانب سے تقریب میں بھرپور شرکت کی گئی، اس موقع پر مقررین نے کہا کہ ریاست کشمیر کی سیاسی و جغرافیائی حیثیت اور ریاستی عوام کے پیدائشی حق خود ارادیت پر زور دیا گیا۔ مظفرآباد میں سروس فراہم کرنے والی تمام کمپنیوں کی بہتری تک یہ سلسلہ جاری رکھا جائے گا، عوامی ایکشن کمیٹی نے مطالبہ کیا کہ ڈپٹی کمشنر سروس کی بحالی کیلئے فوری اقدامات کرے، 72 گھنٹے گزرنے کے باوجود کوئی کارروائی نہیں کی گئی۔	[865, 839, 964, 1143]
item-continuation-number: بقیہ 80	[83, 943, 117, 953]
strip-masthead-text: روزنامہ سیاست	[693, 2093, 802, 2110]
article-text: آزاد حکومت ریاست جموں و کشمیر کے عوام کی جانب سے تقریب میں بھرپور شرکت کی گئی، اس موقع پر مقررین نے کہا کہ ریاست کشمیر کی سیاسی و جغرافیائی حیثیت اور ریاستی عوام کے پیدائشی حق خود ارادیت پر زور دیا گیا۔	[19, 957, 118, 1062]
item-continuation-number: بقیہ 20	[972, 1709, 1006, 1720]
article-text: بینک آف پاکستان کے مطابق امریکی ڈالر کے مقابلے میں روپے کی قدر میں کمی ریکارڈ کی گئی، 5 جولائی 1977 کے عوامی دور کی یاد میں پیپلز پارٹی سمیت جمہوری جماعتوں نے آئین کی بحالی کیلئے جدوجہد جاری رکھنے کا اعلان کیا۔	[19, 843, 118, 938]
item-header-bar	[231, 1384, 330, 1398]
article-text: وزیراعظم نے کہا کہ پاک بھارت جنگ میں تمام جماعتیں ایک پلیٹ فارم پر اکٹھی ہو گئیں، دنیا نے پاکستانیوں کی مشترکہ آواز سنی، انہوں نے کہا کہ عوام کی جانب سے بھرپور حمایت جاری رہے گی اور قانون کے تحت کارروائی عمل میں لائی جائے گی۔ تقریب سے خطاب کرتے ہوئے ایڈیشنل چیف سیکرٹری جنرل آزاد کشمیر مدحت شہزاد نے کہا کہ سروس کے دوران انصاف اور اصول پسندی کو اہمیت دینا بڑی بات ہے، تمام جماعتوں سے مل کر کام کرنا چاہتے ہیں اور شاندار خدمات پر خراج تحسین پیش کرتے ہیں۔ آزاد حکومت ریاست جموں و کشمیر کے عوام کی جانب سے تقریب میں بھرپور شرکت کی گئی، اس موقع پر مقررین نے کہا کہ ریاست کشمیر کی سیاسی و جغرافیائی حیثیت اور ریاستی عوام کے پیدائشی حق خود ارادیت پر زور دیا گیا۔ مظفرآباد میں سروس فراہم کرنے والی تمام کمپنیوں کی بہتری تک یہ سلسلہ جاری رکھا جائے گا، عوامی ایکشن کمیٹی نے مطالبہ کیا کہ ڈپٹی کمشنر سروس کی بحالی کیلئے فوری اقدامات کرے، 72 گھنٹے گزرنے کے باوجود کوئی کارروائی نہیں کی گئی۔	[759, 1471, 858, 1870]
strip-masthead-text: روزنامہ سیاست	[1288, 714, 1297, 778]
article-text: مالی سال 26-2025 کے بجٹ میں تنخواہوں میں اضافہ طے پایا، حکومت نے 558 ارب روپے کی منظوری دی، شکایات کے ازالے کیلئے موبائل فون 12222 پر رابطہ کیا جا سکتا ہے، کنٹرول روم قائم کر دیا گیا ہے۔ بینک آف پاکستان کے مطابق امریکی ڈالر کے مقابلے میں روپے کی قدر میں کمی ریکارڈ کی گئی، 5 جولائی 1977 کے عوامی دور کی یاد میں پیپلز پارٹی سمیت جمہوری جماعتوں نے آئین کی بحالی کیلئے جدوجہد جاری رکھنے کا اعلان کیا۔ 19 میں پاکستان کے انس شاہ کو 5 لیگز کے مقابلے میں بھارت کے یوشائیں نے 3۔2 سے ہرایا، قومی ٹیم کے کھلاڑیوں نے شاندار کارکردگی کا مظاہرہ کیا اور کوچز نے مبارکباد پیش کی۔	[1182, 1656, 1281, 1918]
news-column	[865, 28, 964, 2088]
red-star-icon: ✶	[1287, 233, 1298, 248]
red-star-icon: ✶	[2, 29, 13, 43]
siasat-bar-label: ’’سیاست‘‘	[548, 126, 611, 140]
strip-masthead-text: روزنامہ سیاست	[1288, 48, 1297, 112]
item-continuation-number: بقیہ 18	[972, 1314, 1006, 1325]
siasat-bar-label: ’’سیاست‘‘	[1218, 1243, 1281, 1257]
siasat-bar-label: ’’سیاست‘‘	[231, 136, 294, 150]
siasat-bar-label: ’’سیاست‘‘	[478, 762, 541, 776]
red-star-icon: ✶	[238, 2093, 250, 2109]
siasat-bar-label: ’’سیاست‘‘	[19, 52, 82, 66]
item-continuation-number: بقیہ 84	[83, 1407, 117, 1418]
strip-masthead-text: روزنامہ سیاست	[1288, 270, 1297, 334]
item-header-bar	[865, 428, 964, 442]
red-star-icon: ✶	[42, 2093, 55, 2109]
siasat-bar-label: ’’سیاست‘‘	[759, 1455, 822, 1469]
item-header-bar	[865, 823, 964, 837]
article-text: مالی سال 26-2025 کے بجٹ میں تنخواہوں میں اضافہ طے پایا، حکومت نے 558 ارب روپے کی منظوری دی، شکایات کے ازالے کیلئے موبائل فون 12222 پر رابطہ کیا جا سکتا ہے، کنٹرول روم قائم کر دیا گیا ہے۔ بینک آف پاکستان کے مطابق امریکی ڈالر کے مقابلے میں روپے کی قدر میں کمی ریکارڈ کی گئی، 5 جولائی 1977 کے عوامی دور کی یاد میں پیپلز پارٹی سمیت جمہوری جماعتوں نے آئین کی بحالی کیلئے جدوجہد جاری رکھنے کا اعلان کیا۔	[442, 1393, 541, 1582]
siasat-bar-label: ’’سیاست‘‘	[478, 1586, 541, 1600]
item-continuation-number: بقیہ 57	[294, 356, 328, 367]
strip-masthead-text: روزنامہ سیاست	[1287, 153, 1298, 228]
article-text: مالی سال 26-2025 کے بجٹ میں تنخواہوں میں اضافہ طے پایا، حکومت نے 558 ارب روپے کی منظوری دی، شکایات کے ازالے کیلئے موبائل فون 12222 پر رابطہ کیا جا سکتا ہے، کنٹرول روم قائم کر دیا گیا ہے۔	[124, 1303, 224, 1398]
item-header-bar	[336, 1556, 435, 1570]
bottom-border-strip	[0, 2090, 1300, 2112]
red-star-icon: ✶	[443, 2093, 456, 2109]
item-header-bar	[442, 762, 541, 776]
red-star-icon: ✶	[1287, 473, 1298, 488]
item-continuation-number: بقیہ 10	[1140, 1159, 1174, 1169]
red-star-icon: ✶	[2, 116, 13, 131]
article-text: بارش کی وجہ سے سگنل مکمل طور پر غائب ہو جاتے ہیں، نہ کال ملائی جا سکتی ہے اور نہ ہی انٹرنیٹ چلتا ہے، دارالحکومت مظفرآباد کے اکثر علاقوں میں عوام کو شدید مشکلات کا سامنا ہے اور ہزاروں صارفین متاثر ہیں۔ ڈسٹرکٹ ہیلتھ آفیسر (DHO) اور سی ایم ایچ CMH کے ڈاکٹروں نے طبی کیمپ کا انعقاد کیا جس میں 283 مریضوں کا معائنہ کیا گیا، ادویات مفت فراہم کی گئیں اور میڈیکل کیمپس میں ضرورت مند اعزاداران مستفید ہوئے۔ مالی سال 26-2025 کے بجٹ میں تنخواہوں میں اضافہ طے پایا، حکومت نے 558 ارب روپے کی منظوری دی، شکایات کے ازالے کیلئے موبائل فون 12222 پر رابطہ کیا جا سکتا ہے، کنٹرول روم قائم کر دیا گیا ہے۔ بینک آف پاکستان کے مطابق امریکی ڈالر کے مقابلے میں روپے کی قدر میں کمی ریکارڈ کی گئی، 5 جولائی 1977 کے عوامی دور کی یاد میں پیپلز پارٹی سمیت جمہوری جماعتوں نے آئین کی بحالی کیلئے جدوجہد جاری رکھنے کا اعلان کیا۔	[653, 1448, 753, 1815]
item-continuation-number: بقیہ 24	[866, 825, 900, 835]
item-header-bar	[971, 1708, 1070, 1722]
masthead-brand: "SIASAT"	[41, 1, 123, 18]
item-continuation-number: بقیہ 52	[337, 608, 371, 619]
red-star-icon: ✶	[1287, 560, 1298, 575]
item-header-bar	[336, 607, 435, 621]
item-continuation-number: بقیہ 38	[612, 646, 645, 657]
article-text: بارش کی وجہ سے سگنل مکمل طور پر غائب ہو جاتے ہیں، نہ کال ملائی جا سکتی ہے اور نہ ہی انٹرنیٹ چلتا ہے، دارالحکومت مظفرآباد کے اکثر علاقوں میں عوام کو شدید مشکلات کا سامنا ہے اور ہزاروں صارفین متاثر ہیں۔	[19, 387, 118, 482]
siasat-bar-label: ’’سیاست‘‘	[901, 1355, 964, 1369]
siasat-bar-label: ’’سیاست‘‘	[161, 1288, 224, 1302]
siasat-bar-label: ’’سیاست‘‘	[548, 1298, 611, 1312]
item-header-bar	[865, 626, 964, 640]
article-text: آزاد حکومت ریاست جموں و کشمیر کے عوام کی جانب سے تقریب میں بھرپور شرکت کی گئی، اس موقع پر مقررین نے کہا کہ ریاست کشمیر کی سیاسی و جغرافیائی حیثیت اور ریاستی عوام کے پیدائشی حق خود ارادیت پر زور دیا گیا۔ مظفرآباد میں سروس فراہم کرنے والی تمام کمپنیوں کی بہتری تک یہ سلسلہ جاری رکھا جائے گا، عوامی ایکشن کمیٹی نے مطالبہ کیا کہ ڈپٹی کمشنر سروس کی بحالی کیلئے فوری اقدامات کرے، 72 گھنٹے گزرنے کے باوجود کوئی کارروائی نہیں کی گئی۔	[970, 578, 1070, 778]
article-text: آزاد حکومت ریاست جموں و کشمیر کے عوام کی جانب سے تقریب میں بھرپور شرکت کی گئی، اس موقع پر مقررین نے کہا کہ ریاست کشمیر کی سیاسی و جغرافیائی حیثیت اور ریاستی عوام کے پیدائشی حق خود ارادیت پر زور دیا گیا۔ مظفرآباد میں سروس فراہم کرنے والی تمام کمپنیوں کی بہتری تک یہ سلسلہ جاری رکھا جائے گا، عوامی ایکشن کمیٹی نے مطالبہ کیا کہ ڈپٹی کمشنر سروس کی بحالی کیلئے فوری اقدامات کرے، 72 گھنٹے گزرنے کے باوجود کوئی کارروائی نہیں کی گئی۔	[442, 28, 541, 227]
masthead-right	[887, 1, 1294, 17]
article-text: وزیراعظم نے کہا کہ پاک بھارت جنگ میں تمام جماعتیں ایک پلیٹ فارم پر اکٹھی ہو گئیں، دنیا نے پاکستانیوں کی مشترکہ آواز سنی، انہوں نے کہا کہ عوام کی جانب سے بھرپور حمایت جاری رہے گی اور قانون کے تحت کارروائی عمل میں لائی جائے گی۔ تقریب سے خطاب کرتے ہوئے ایڈیشنل چیف سیکرٹری جنرل آزاد کشمیر مدحت شہزاد نے کہا کہ سروس کے دوران انصاف اور اصول پسندی کو اہمیت دینا بڑی بات ہے، تمام جماعتوں سے مل کر کام کرنا چاہتے ہیں اور شاندار خدمات پر خراج تحسین پیش کرتے ہیں۔ آزاد حکومت ریاست جموں و کشمیر کے عوام کی جانب سے تقریب میں بھرپور شرکت کی گئی، اس موقع پر مقررین نے کہا کہ ریاست کشمیر کی سیاسی و جغرافیائی حیثیت اور ریاستی عوام کے پیدائشی حق خود ارادیت پر زور دیا گیا۔	[1076, 662, 1176, 967]
item-continuation-number: بقیہ 53	[337, 932, 371, 942]
item-header-bar	[19, 485, 118, 499]
siasat-bar-label: ’’سیاست‘‘	[1218, 31, 1281, 45]
item-continuation-number: بقیہ 66	[126, 449, 160, 459]
siasat-bar-label: ’’سیاست‘‘	[548, 313, 611, 327]
article-text: صدر آزاد جموں و کشمیر سردار سلطان محمود چوہدری نے کہا کہ ہم اپنی صفوں میں نظم و ضبط اور یکجہتی پیدا کریں گے، اتحاد و اتفاق کا مظاہرہ کرتے ہوئے امام عالی مقام کے پیغام کو عام کرنا ہو گا۔	[19, 1545, 118, 1629]
strip-masthead-text: روزنامہ سیاست	[3, 492, 12, 556]
article-text: مالی سال 26-2025 کے بجٹ میں تنخواہوں میں اضافہ طے پایا، حکومت نے 558 ارب روپے کی منظوری دی، شکایات کے ازالے کیلئے موبائل فون 12222 پر رابطہ کیا جا سکتا ہے، کنٹرول روم قائم کر دیا گیا ہے۔	[19, 1081, 118, 1175]
article-text: 19 میں پاکستان کے انس شاہ کو 5 لیگز کے مقابلے میں بھارت کے یوشائیں نے 3۔2 سے ہرایا، قومی ٹیم کے کھلاڑیوں نے شاندار کارکردگی کا مظاہرہ کیا اور کوچز نے مبارکباد پیش کی۔	[19, 68, 118, 141]
masthead-year: 2025	[893, 1, 932, 17]
item-header-bar	[1182, 1640, 1281, 1654]
item-header-bar	[971, 1313, 1070, 1327]
red-star-icon: ✶	[1287, 338, 1298, 353]
siasat-bar-label: ’’سیاست‘‘	[19, 1406, 82, 1420]
item-continuation-number: بقیہ 13	[972, 127, 1006, 138]
article-text: حضرت امام حسین علیہ السلام کی یاد میں منعقد ہونے والی مجالس پر حملے کئے جا رہے ہیں تاہم دشمنان اسلام ہر ممکن کوشش کرتے رہے، کربلا کی قربانی رہتی دنیا تک کے انسانوں کیلئے مشعل راہ ہے اور حریت و اخلاص کا درس دیتی ہے۔	[124, 660, 224, 765]
item-header-bar	[654, 1025, 753, 1039]
item-header-bar	[442, 1054, 541, 1068]
item-continuation-number: بقیہ 7	[1139, 439, 1175, 453]
siasat-bar-label: ’’سیاست‘‘	[1007, 126, 1070, 140]
siasat-bar-label: ’’سیاست‘‘	[161, 447, 224, 461]
article-text: آزاد حکومت ریاست جموں و کشمیر کے عوام کی جانب سے تقریب میں بھرپور شرکت کی گئی، اس موقع پر مقررین نے کہا کہ ریاست کشمیر کی سیاسی و جغرافیائی حیثیت اور ریاستی عوام کے پیدائشی حق خود ارادیت پر زور دیا گیا۔	[124, 971, 224, 1076]
strip-masthead-text: روزنامہ سیاست	[3, 48, 12, 112]
item-continuation-number: بقیہ 51	[337, 306, 371, 316]
item-header-bar	[759, 1455, 858, 1469]
item-header-bar	[19, 828, 118, 842]
red-star-icon: ✶	[844, 2093, 857, 2109]
article-text: بارش کی وجہ سے سگنل مکمل طور پر غائب ہو جاتے ہیں، نہ کال ملائی جا سکتی ہے اور نہ ہی انٹرنیٹ چلتا ہے، دارالحکومت مظفرآباد کے اکثر علاقوں میں عوام کو شدید مشکلات کا سامنا ہے اور ہزاروں صارفین متاثر ہیں۔ ڈسٹرکٹ ہیلتھ آفیسر (DHO) اور سی ایم ایچ CMH کے ڈاکٹروں نے طبی کیمپ کا انعقاد کیا جس میں 283 مریضوں کا معائنہ کیا گیا، ادویات مفت فراہم کی گئیں اور میڈیکل کیمپس میں ضرورت مند اعزاداران مستفید ہوئے۔ مالی سال 26-2025 کے بجٹ میں تنخواہوں میں اضافہ طے پایا، حکومت نے 558 ارب روپے کی منظوری دی، شکایات کے ازالے کیلئے موبائل فون 12222 پر رابطہ کیا جا سکتا ہے، کنٹرول روم قائم کر دیا گیا ہے۔	[336, 1572, 435, 1845]
siasat-bar-label: ’’سیاست‘‘	[161, 1080, 224, 1094]
article-text: اسرائیلی چینل 12 کی رپورٹ کے حوالے سے بتایا گیا کہ گزشتہ شب سکیورٹی حکام اور اعلیٰ وزراء کے اجلاس کے دوران آرمی چیف کو ہدایت دی گئی کہ جنوبی غزہ کے بیشتر شہریوں کی منتقلی کا منصوبہ تیار کریں۔ بارش کی وجہ سے سگنل مکمل طور پر غائب ہو جاتے ہیں، نہ کال ملائی جا سکتی ہے اور نہ ہی انٹرنیٹ چلتا ہے، دارالحکومت مظفرآباد کے اکثر علاقوں میں عوام کو شدید مشکلات کا سامنا ہے اور ہزاروں صارفین متاثر ہیں۔	[1076, 1173, 1176, 1362]
item-header-bar	[19, 1292, 118, 1306]
red-star-icon: ✶	[2, 899, 13, 914]
siasat-bar-label: ’’سیاست‘‘	[1007, 355, 1070, 369]
siasat-bar-label: ’’سیاست‘‘	[372, 930, 435, 944]
red-star-icon: ✶	[1287, 134, 1298, 149]
item-continuation-number: بقیہ 60	[294, 991, 328, 1001]
news-column	[1182, 28, 1281, 2088]
siasat-bar-label: ’’سیاست‘‘	[1218, 867, 1281, 881]
